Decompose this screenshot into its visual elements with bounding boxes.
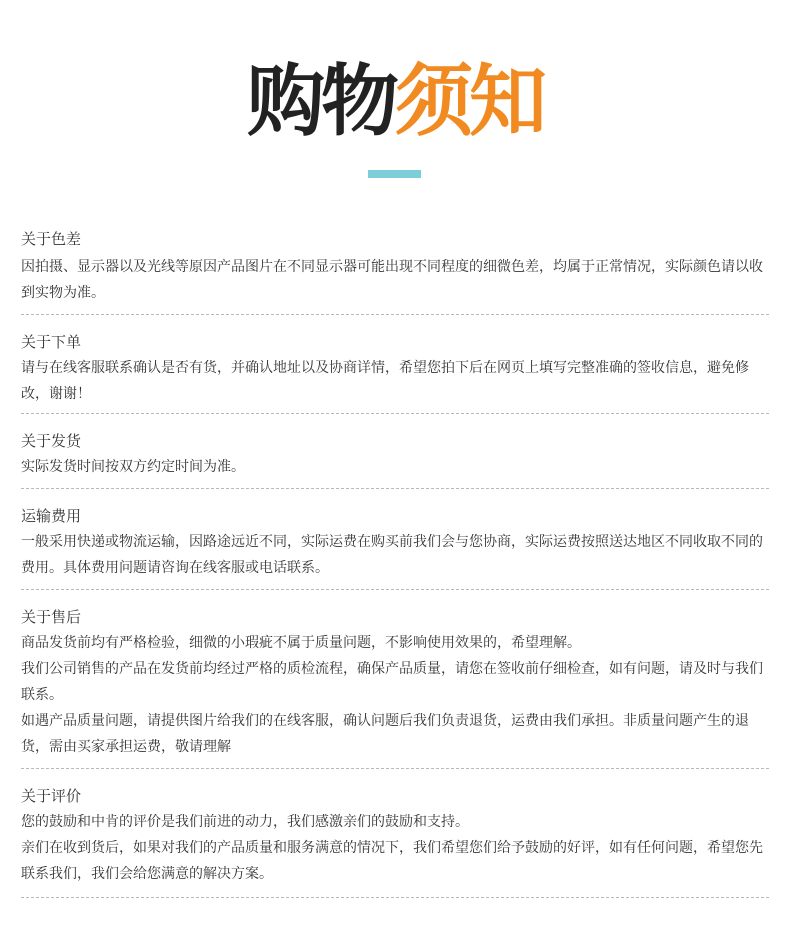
section-heading: 运输费用 xyxy=(21,507,82,525)
page-title-part1: 购物 xyxy=(246,57,395,147)
page-title xyxy=(0,52,790,152)
page-title-part2: 须知 xyxy=(395,57,544,147)
section-ordering xyxy=(21,329,769,414)
section-heading: 关于售后 xyxy=(21,608,82,626)
section-paragraph: 商品发货前均有严格检验，细微的小瑕疵不属于质量问题，不影响使用效果的，希望理解。 xyxy=(21,635,581,651)
section-freight xyxy=(21,503,769,590)
section-heading: 关于发货 xyxy=(21,432,82,450)
section-heading: 关于下单 xyxy=(21,333,82,351)
section-reviews xyxy=(21,783,769,898)
section-paragraph: 如遇产品质量问题，请提供图片给我们的在线客服，确认问题后我们负责退货，运费由我们承担。非质量问题产生的退货，需由买家承担运费，敬请理解 xyxy=(21,713,749,755)
section-paragraph: 请与在线客服联系确认是否有货，并确认地址以及协商详情，希望您拍下后在网页上填写完整准确的签收信息，避免修改，谢谢！ xyxy=(21,360,749,402)
section-heading: 关于色差 xyxy=(21,230,82,248)
section-paragraph: 实际发货时间按双方约定时间为准。 xyxy=(21,459,245,475)
section-paragraph: 因拍摄、显示器以及光线等原因产品图片在不同显示器可能出现不同程度的细微色差，均属于正常情况，实际颜色请以收到实物为准。 xyxy=(21,259,763,301)
section-paragraph: 我们公司销售的产品在发货前均经过严格的质检流程，确保产品质量，请您在签收前仔细检查，如有问题，请及时与我们联系。 xyxy=(21,661,763,703)
section-color-difference xyxy=(21,226,769,315)
section-heading: 关于评价 xyxy=(21,787,82,805)
section-shipping xyxy=(21,428,769,489)
section-paragraph: 一般采用快递或物流运输，因路途远近不同，实际运费在购买前我们会与您协商，实际运费按照送达地区不同收取不同的费用。具体费用问题请咨询在线客服或电话联系。 xyxy=(21,534,763,576)
title-underline-bar xyxy=(368,170,421,178)
notice-content xyxy=(21,222,769,898)
section-after-sales xyxy=(21,604,769,769)
section-paragraph: 亲们在收到货后，如果对我们的产品质量和服务满意的情况下，我们希望您们给予鼓励的好评，如有任何问题，希望您先联系我们，我们会给您满意的解决方案。 xyxy=(21,840,763,882)
section-paragraph: 您的鼓励和中肯的评价是我们前进的动力，我们感激亲们的鼓励和支持。 xyxy=(21,814,469,830)
